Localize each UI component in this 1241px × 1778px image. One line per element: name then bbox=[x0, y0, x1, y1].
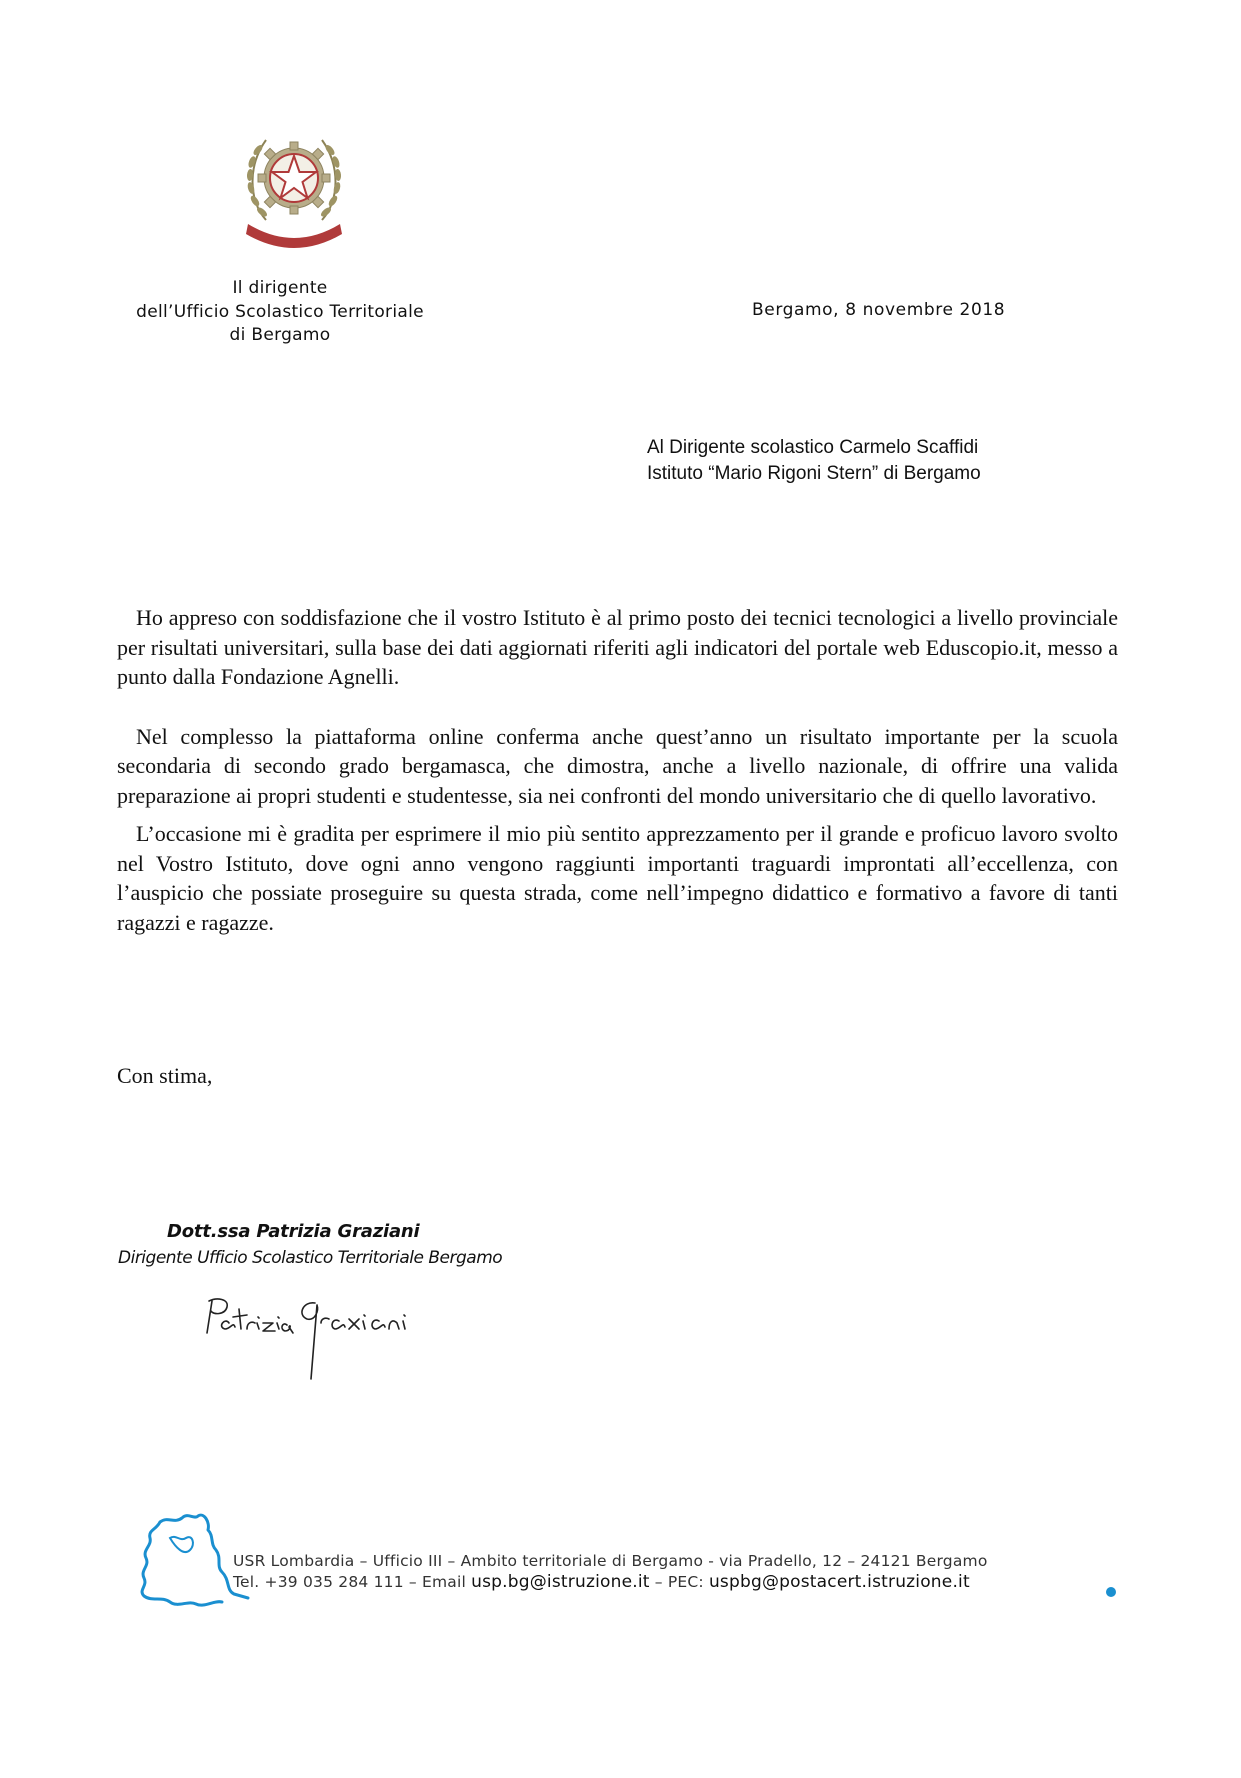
signer-name: Dott.ssa Patrizia Graziani bbox=[167, 1221, 420, 1242]
footer-email-link[interactable]: usp.bg@istruzione.it bbox=[471, 1572, 650, 1592]
sender-line: dell’Ufficio Scolastico Territoriale bbox=[136, 301, 424, 322]
footer-pec-link[interactable]: uspbg@postacert.istruzione.it bbox=[708, 1572, 970, 1592]
footer-address: USR Lombardia – Ufficio III – Ambito territoriale di Bergamo - via Pradello, 12 – 24121 Bergamo bbox=[233, 1552, 988, 1570]
body-paragraph: Ho appreso con soddisfazione che il vostro Istituto è al primo posto dei tecnici tecnologici a livello provinciale per risultati universitari, sulla base dei dati aggiornati riferiti agli indicatori del portale web Eduscopio.it, messo a punto dalla Fondazione Agnelli. bbox=[117, 605, 1118, 689]
footer-pec-label: – PEC: bbox=[649, 1573, 709, 1591]
footer-tel: Tel. +39 035 284 111 – Email bbox=[233, 1573, 472, 1591]
recipient-line: Al Dirigente scolastico Carmelo Scaffidi bbox=[647, 437, 979, 458]
handwritten-signature bbox=[203, 1293, 438, 1381]
footer-contacts bbox=[233, 1551, 988, 1593]
republic-emblem bbox=[236, 120, 352, 254]
sender-line: Il dirigente bbox=[232, 278, 328, 298]
footer-contact-line bbox=[233, 1572, 988, 1593]
closing: Con stima, bbox=[117, 1063, 213, 1088]
recipient-block bbox=[647, 435, 981, 487]
recipient-line: Istituto “Mario Rigoni Stern” di Bergamo bbox=[647, 463, 981, 484]
letter-date: Bergamo, 8 novembre 2018 bbox=[752, 300, 1006, 320]
letter-body bbox=[117, 603, 1118, 937]
body-paragraph: L’occasione mi è gradita per esprimere il mio più sentito apprezzamento per il grande e proficuo lavoro svolto nel Vostro Istituto, dove ogni anno vengono raggiunti importanti traguardi improntati all’eccellenza, con l’auspicio che possiate proseguire su questa strada, come nell’impegno didattico e formativo a favore di tanti ragazzi e ragazze. bbox=[117, 821, 1118, 935]
sender-line: di Bergamo bbox=[229, 325, 331, 345]
body-paragraph: Nel complesso la piattaforma online conferma anche quest’anno un risultato importante per la scuola secondaria di secondo grado bergamasca, che dimostra, anche a livello nazionale, di offrire una valida preparazione ai propri studenti e studentesse, sia nei confronti del mondo universitario che di quello lavorativo. bbox=[117, 723, 1118, 808]
sender-block bbox=[100, 277, 460, 348]
signer-role: Dirigente Ufficio Scolastico Territoriale Bergamo bbox=[118, 1248, 503, 1268]
